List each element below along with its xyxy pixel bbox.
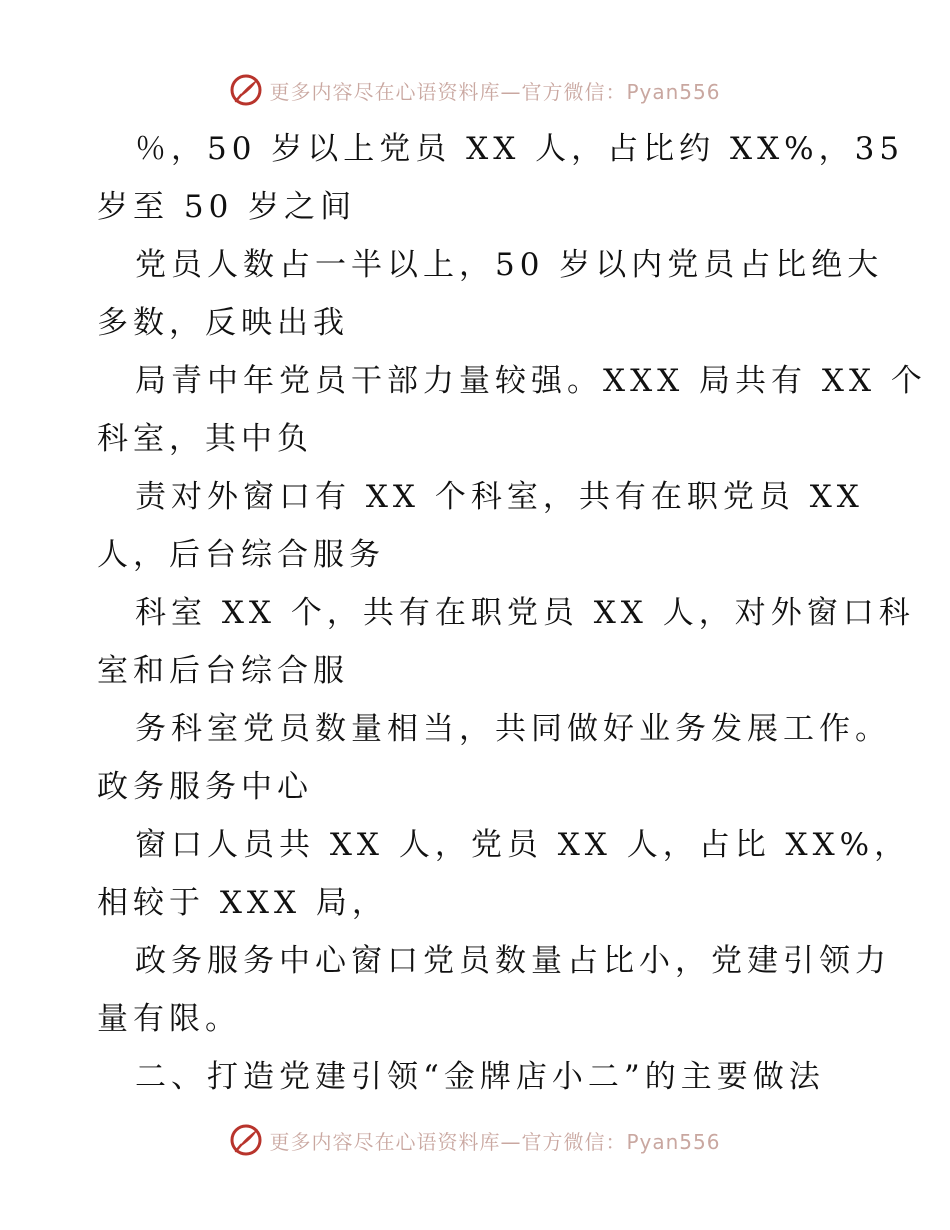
- text-line: 岁至 50 岁之间: [97, 189, 357, 225]
- watermark-text: 更多内容尽在心语资料库—官方微信：Pyan556: [269, 1129, 721, 1154]
- quill-logo-icon: [229, 1123, 263, 1157]
- text-line: 局青中年党员干部力量较强。XXX 局共有 XX 个: [135, 363, 927, 399]
- text-line: 责对外窗口有 XX 个科室，共有在职党员 XX: [135, 479, 864, 515]
- text-line: 室和后台综合服: [97, 653, 349, 689]
- text-line: 科室，其中负: [97, 421, 313, 457]
- watermark-header: [0, 70, 950, 110]
- text-line: 人，后台综合服务: [97, 537, 385, 573]
- text-line: 政务服务中心: [97, 769, 313, 805]
- text-line: 科室 XX 个，共有在职党员 XX 人，对外窗口科: [135, 595, 915, 631]
- text-line: 相较于 XXX 局，: [97, 885, 388, 921]
- watermark-footer: [0, 1120, 950, 1160]
- text-line: 量有限。: [97, 1001, 241, 1037]
- section-heading: 二、打造党建引领“金牌店小二”的主要做法: [135, 1059, 825, 1095]
- text-line: 政务服务中心窗口党员数量占比小，党建引领力: [135, 943, 891, 979]
- text-line: 务科室党员数量相当，共同做好业务发展工作。: [135, 711, 891, 747]
- text-line: ％，50 岁以上党员 XX 人，占比约 XX%，35: [135, 131, 905, 167]
- text-line: 党员人数占一半以上，50 岁以内党员占比绝大: [135, 247, 884, 283]
- watermark-text: 更多内容尽在心语资料库—官方微信：Pyan556: [269, 79, 721, 104]
- text-line: 窗口人员共 XX 人，党员 XX 人，占比 XX%，: [135, 827, 911, 863]
- text-line: 多数，反映出我: [97, 305, 349, 341]
- quill-logo-icon: [229, 73, 263, 107]
